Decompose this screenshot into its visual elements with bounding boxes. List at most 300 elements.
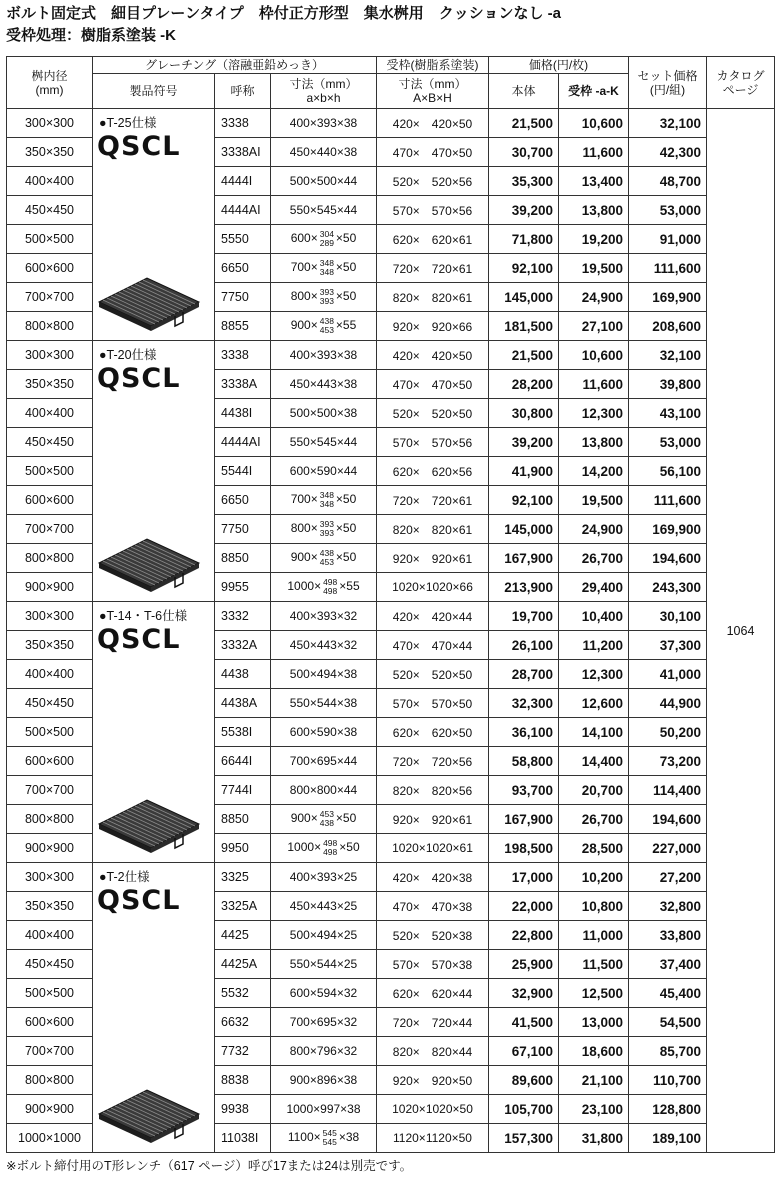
inner-dia-cell: 300×300: [7, 109, 93, 138]
frame-price-cell: 10,600: [559, 109, 629, 138]
set-price-cell: 44,900: [629, 689, 707, 718]
nominal-cell: 4438: [215, 660, 271, 689]
dim-fraction-bottom: 453: [319, 325, 334, 335]
header-frame-group: 受枠(樹脂系塗装): [377, 57, 489, 74]
body-price-cell: 41,500: [489, 1008, 559, 1037]
inner-dia-cell: 400×400: [7, 660, 93, 689]
set-price-cell: 48,700: [629, 167, 707, 196]
grating-dim-cell: [271, 254, 377, 283]
dim-height: ×50: [335, 260, 357, 275]
header-price-group: 価格(円/枚): [489, 57, 629, 74]
page-subtitle: 受枠処理：樹脂系塗装 -K: [6, 27, 176, 44]
set-price-cell: 194,600: [629, 805, 707, 834]
frame-dim-cell: 1020×1020×61: [377, 834, 489, 863]
body-price-cell: 36,100: [489, 718, 559, 747]
frame-dim-cell: 570× 570×38: [377, 950, 489, 979]
grating-dim-cell: 500×494×25: [271, 921, 377, 950]
frame-price-cell: 12,300: [559, 399, 629, 428]
inner-dia-cell: 350×350: [7, 892, 93, 921]
dim-fraction-top: 348: [319, 258, 334, 268]
dim-height: ×55: [335, 318, 357, 333]
dim-width: 900×: [290, 550, 318, 565]
nominal-cell: 5550: [215, 225, 271, 254]
nominal-cell: 8850: [215, 805, 271, 834]
grating-dim-cell: [271, 573, 377, 602]
grating-dim-cell: 550×545×44: [271, 428, 377, 457]
price-table: [6, 56, 775, 1153]
nominal-cell: 8838: [215, 1066, 271, 1095]
dim-fraction: [320, 259, 334, 277]
set-price-cell: 111,600: [629, 486, 707, 515]
grating-dim-cell: 800×796×32: [271, 1037, 377, 1066]
inner-dia-cell: 700×700: [7, 283, 93, 312]
dim-height: ×50: [335, 550, 357, 565]
set-price-cell: 39,800: [629, 370, 707, 399]
product-cell: [93, 863, 215, 1153]
dim-height: ×50: [335, 289, 357, 304]
dim-width: 1000×: [287, 840, 322, 855]
body-price-cell: 39,200: [489, 428, 559, 457]
frame-price-cell: 19,500: [559, 254, 629, 283]
inner-dia-cell: 600×600: [7, 486, 93, 515]
dim-width: 600×: [290, 231, 318, 246]
dim-fraction-bottom: 498: [323, 586, 338, 596]
body-price-cell: 145,000: [489, 515, 559, 544]
frame-price-cell: 10,400: [559, 602, 629, 631]
frame-price-cell: 11,000: [559, 921, 629, 950]
set-price-cell: 54,500: [629, 1008, 707, 1037]
dim-fraction-bottom: 438: [319, 818, 334, 828]
frame-price-cell: 14,200: [559, 457, 629, 486]
dim-fraction-top: 438: [319, 548, 334, 558]
grating-dim-cell: 450×443×32: [271, 631, 377, 660]
product-code: QSCL: [97, 363, 181, 394]
frame-price-cell: 24,900: [559, 515, 629, 544]
nominal-cell: 4444AI: [215, 196, 271, 225]
frame-dim-cell: 820× 820×44: [377, 1037, 489, 1066]
grating-dim-cell: [271, 225, 377, 254]
set-price-cell: 32,100: [629, 341, 707, 370]
frame-price-cell: 18,600: [559, 1037, 629, 1066]
set-price-cell: 32,800: [629, 892, 707, 921]
body-price-cell: 41,900: [489, 457, 559, 486]
frame-dim-cell: 820× 820×56: [377, 776, 489, 805]
dim-fraction: [320, 491, 334, 509]
frame-dim-cell: 570× 570×56: [377, 428, 489, 457]
dim-fraction: [320, 317, 334, 335]
header-product-code: 製品符号: [93, 74, 215, 109]
inner-dia-cell: 450×450: [7, 950, 93, 979]
grating-dim-cell: [271, 312, 377, 341]
nominal-cell: 5532: [215, 979, 271, 1008]
nominal-cell: 3338AI: [215, 138, 271, 167]
frame-dim-cell: 820× 820×61: [377, 283, 489, 312]
header-catalog: カタログ ページ: [707, 57, 775, 109]
inner-dia-cell: 500×500: [7, 457, 93, 486]
header-frame-price: 受枠 -a-K: [559, 74, 629, 109]
frame-dim-cell: 620× 620×50: [377, 718, 489, 747]
frame-price-cell: 26,700: [559, 805, 629, 834]
dim-width: 900×: [290, 811, 318, 826]
grating-dim-cell: [271, 283, 377, 312]
grating-dim-cell: [271, 1124, 377, 1153]
frame-price-cell: 21,100: [559, 1066, 629, 1095]
dim-height: ×50: [335, 492, 357, 507]
product-code: QSCL: [97, 885, 181, 916]
dim-width: 700×: [290, 492, 318, 507]
body-price-cell: 30,700: [489, 138, 559, 167]
dim-fraction: [320, 810, 334, 828]
inner-dia-cell: 1000×1000: [7, 1124, 93, 1153]
inner-dia-cell: 350×350: [7, 138, 93, 167]
table-row: [7, 341, 775, 370]
grating-dim-cell: [271, 515, 377, 544]
set-price-cell: 169,900: [629, 515, 707, 544]
dim-fraction: [320, 230, 334, 248]
frame-price-cell: 13,800: [559, 196, 629, 225]
frame-dim-cell: 720× 720×61: [377, 254, 489, 283]
frame-price-cell: 13,800: [559, 428, 629, 457]
set-price-cell: 111,600: [629, 254, 707, 283]
dim-fraction-bottom: 289: [319, 238, 334, 248]
grating-dim-cell: [271, 805, 377, 834]
dim-fraction-top: 498: [323, 577, 338, 587]
dim-height: ×50: [339, 840, 360, 855]
frame-dim-cell: 420× 420×50: [377, 341, 489, 370]
table-body: [7, 109, 775, 1153]
dim-width: 900×: [290, 318, 318, 333]
grating-dim-cell: 500×494×38: [271, 660, 377, 689]
frame-dim-cell: 1020×1020×50: [377, 1095, 489, 1124]
grating-product-image: [95, 533, 203, 595]
body-price-cell: 21,500: [489, 341, 559, 370]
table-row: [7, 863, 775, 892]
nominal-cell: 4425A: [215, 950, 271, 979]
nominal-cell: 6650: [215, 254, 271, 283]
inner-dia-cell: 400×400: [7, 399, 93, 428]
frame-dim-cell: 470× 470×50: [377, 370, 489, 399]
set-price-cell: 128,800: [629, 1095, 707, 1124]
dim-fraction-bottom: 545: [322, 1137, 337, 1147]
frame-price-cell: 29,400: [559, 573, 629, 602]
set-price-cell: 85,700: [629, 1037, 707, 1066]
dim-height: ×55: [339, 579, 360, 594]
frame-price-cell: 14,100: [559, 718, 629, 747]
grating-dim-cell: 450×443×25: [271, 892, 377, 921]
inner-dia-cell: 450×450: [7, 196, 93, 225]
frame-dim-cell: 420× 420×44: [377, 602, 489, 631]
dim-width: 800×: [290, 289, 318, 304]
grating-product-image: [95, 1084, 203, 1146]
inner-dia-cell: 800×800: [7, 544, 93, 573]
dim-fraction: [323, 839, 337, 857]
set-price-cell: 56,100: [629, 457, 707, 486]
inner-dia-cell: 500×500: [7, 718, 93, 747]
frame-dim-cell: 570× 570×50: [377, 689, 489, 718]
frame-dim-cell: 470× 470×44: [377, 631, 489, 660]
grating-dim-cell: 400×393×32: [271, 602, 377, 631]
grating-dim-cell: 1000×997×38: [271, 1095, 377, 1124]
set-price-cell: 91,000: [629, 225, 707, 254]
inner-dia-cell: 900×900: [7, 573, 93, 602]
body-price-cell: 213,900: [489, 573, 559, 602]
dim-width: 800×: [290, 521, 318, 536]
frame-dim-cell: 520× 520×50: [377, 399, 489, 428]
nominal-cell: 3338A: [215, 370, 271, 399]
frame-price-cell: 12,500: [559, 979, 629, 1008]
frame-price-cell: 26,700: [559, 544, 629, 573]
dim-fraction: [320, 288, 334, 306]
dim-fraction-top: 348: [319, 490, 334, 500]
inner-dia-cell: 400×400: [7, 167, 93, 196]
header-dim-frame: 寸法（mm） A×B×H: [377, 74, 489, 109]
frame-price-cell: 23,100: [559, 1095, 629, 1124]
dim-fraction-top: 393: [319, 287, 334, 297]
inner-dia-cell: 450×450: [7, 689, 93, 718]
grating-dim-cell: 500×500×38: [271, 399, 377, 428]
dim-fraction-bottom: 348: [319, 499, 334, 509]
dim-fraction: [320, 549, 334, 567]
body-price-cell: 32,300: [489, 689, 559, 718]
nominal-cell: 4438A: [215, 689, 271, 718]
grating-dim-cell: [271, 834, 377, 863]
dim-fraction-bottom: 348: [319, 267, 334, 277]
nominal-cell: 6644I: [215, 747, 271, 776]
frame-dim-cell: 520× 520×38: [377, 921, 489, 950]
body-price-cell: 21,500: [489, 109, 559, 138]
dim-fraction: [320, 520, 334, 538]
grating-dim-cell: 900×896×38: [271, 1066, 377, 1095]
grating-dim-cell: 450×440×38: [271, 138, 377, 167]
body-price-cell: 167,900: [489, 805, 559, 834]
grating-dim-cell: [271, 486, 377, 515]
grating-dim-cell: [271, 544, 377, 573]
frame-price-cell: 11,200: [559, 631, 629, 660]
frame-price-cell: 19,200: [559, 225, 629, 254]
body-price-cell: 25,900: [489, 950, 559, 979]
body-price-cell: 35,300: [489, 167, 559, 196]
set-price-cell: 189,100: [629, 1124, 707, 1153]
body-price-cell: 17,000: [489, 863, 559, 892]
set-price-cell: 110,700: [629, 1066, 707, 1095]
body-price-cell: 89,600: [489, 1066, 559, 1095]
dim-fraction-top: 438: [319, 316, 334, 326]
frame-price-cell: 12,600: [559, 689, 629, 718]
dim-height: ×50: [335, 811, 357, 826]
frame-dim-cell: 720× 720×56: [377, 747, 489, 776]
grating-dim-cell: 600×594×32: [271, 979, 377, 1008]
footnote: ※ボルト締付用のT形レンチ（617 ページ）呼び17または24は別売です。: [6, 1159, 413, 1173]
dim-fraction-top: 304: [319, 229, 334, 239]
frame-price-cell: 31,800: [559, 1124, 629, 1153]
frame-dim-cell: 720× 720×61: [377, 486, 489, 515]
set-price-cell: 208,600: [629, 312, 707, 341]
body-price-cell: 198,500: [489, 834, 559, 863]
frame-dim-cell: 1020×1020×66: [377, 573, 489, 602]
dim-fraction-top: 498: [323, 838, 338, 848]
body-price-cell: 145,000: [489, 283, 559, 312]
set-price-cell: 114,400: [629, 776, 707, 805]
set-price-cell: 243,300: [629, 573, 707, 602]
inner-dia-cell: 450×450: [7, 428, 93, 457]
set-price-cell: 43,100: [629, 399, 707, 428]
frame-price-cell: 10,200: [559, 863, 629, 892]
frame-price-cell: 20,700: [559, 776, 629, 805]
header-inner-dia: 桝内径 (mm): [7, 57, 93, 109]
set-price-cell: 227,000: [629, 834, 707, 863]
product-cell: [93, 602, 215, 863]
inner-dia-cell: 400×400: [7, 921, 93, 950]
frame-dim-cell: 720× 720×44: [377, 1008, 489, 1037]
set-price-cell: 37,400: [629, 950, 707, 979]
frame-dim-cell: 620× 620×61: [377, 225, 489, 254]
frame-dim-cell: 620× 620×56: [377, 457, 489, 486]
page-title: ボルト固定式 細目プレーンタイプ 枠付正方形型 集水桝用 クッションなし -a: [6, 5, 561, 22]
product-cell: [93, 109, 215, 341]
frame-dim-cell: 820× 820×61: [377, 515, 489, 544]
body-price-cell: 67,100: [489, 1037, 559, 1066]
grating-dim-cell: 550×545×44: [271, 196, 377, 225]
dim-fraction-bottom: 393: [319, 528, 334, 538]
grating-dim-cell: 400×393×38: [271, 109, 377, 138]
grating-dim-cell: 700×695×32: [271, 1008, 377, 1037]
grating-dim-cell: 550×544×38: [271, 689, 377, 718]
body-price-cell: 28,200: [489, 370, 559, 399]
inner-dia-cell: 900×900: [7, 834, 93, 863]
set-price-cell: 169,900: [629, 283, 707, 312]
dim-fraction: [323, 1129, 337, 1147]
spec-label: ●T-20仕様: [99, 348, 157, 362]
body-price-cell: 22,800: [489, 921, 559, 950]
dim-fraction-top: 453: [319, 809, 334, 819]
nominal-cell: 9938: [215, 1095, 271, 1124]
frame-price-cell: 11,600: [559, 138, 629, 167]
body-price-cell: 92,100: [489, 254, 559, 283]
nominal-cell: 3338: [215, 109, 271, 138]
frame-price-cell: 28,500: [559, 834, 629, 863]
grating-dim-cell: 700×695×44: [271, 747, 377, 776]
grating-product-image: [95, 794, 203, 856]
grating-dim-cell: 800×800×44: [271, 776, 377, 805]
nominal-cell: 3325A: [215, 892, 271, 921]
dim-fraction: [323, 578, 337, 596]
inner-dia-cell: 500×500: [7, 225, 93, 254]
body-price-cell: 32,900: [489, 979, 559, 1008]
nominal-cell: 3332: [215, 602, 271, 631]
header-dim-grating: 寸法（mm） a×b×h: [271, 74, 377, 109]
body-price-cell: 26,100: [489, 631, 559, 660]
body-price-cell: 92,100: [489, 486, 559, 515]
frame-price-cell: 14,400: [559, 747, 629, 776]
nominal-cell: 7750: [215, 515, 271, 544]
body-price-cell: 167,900: [489, 544, 559, 573]
dim-width: 1100×: [287, 1130, 321, 1145]
nominal-cell: 3338: [215, 341, 271, 370]
inner-dia-cell: 800×800: [7, 805, 93, 834]
frame-dim-cell: 620× 620×44: [377, 979, 489, 1008]
frame-price-cell: 11,500: [559, 950, 629, 979]
nominal-cell: 4438I: [215, 399, 271, 428]
set-price-cell: 73,200: [629, 747, 707, 776]
inner-dia-cell: 600×600: [7, 1008, 93, 1037]
grating-dim-cell: 600×590×44: [271, 457, 377, 486]
inner-dia-cell: 900×900: [7, 1095, 93, 1124]
body-price-cell: 93,700: [489, 776, 559, 805]
body-price-cell: 30,800: [489, 399, 559, 428]
product-cell: [93, 341, 215, 602]
set-price-cell: 27,200: [629, 863, 707, 892]
nominal-cell: 3332A: [215, 631, 271, 660]
header-body-price: 本体: [489, 74, 559, 109]
body-price-cell: 181,500: [489, 312, 559, 341]
frame-price-cell: 12,300: [559, 660, 629, 689]
inner-dia-cell: 700×700: [7, 1037, 93, 1066]
nominal-cell: 4444I: [215, 167, 271, 196]
set-price-cell: 30,100: [629, 602, 707, 631]
frame-dim-cell: 570× 570×56: [377, 196, 489, 225]
set-price-cell: 42,300: [629, 138, 707, 167]
frame-dim-cell: 520× 520×56: [377, 167, 489, 196]
grating-dim-cell: 450×443×38: [271, 370, 377, 399]
frame-dim-cell: 470× 470×50: [377, 138, 489, 167]
dim-height: ×50: [335, 521, 357, 536]
table-row: [7, 602, 775, 631]
frame-price-cell: 10,600: [559, 341, 629, 370]
body-price-cell: 105,700: [489, 1095, 559, 1124]
frame-price-cell: 27,100: [559, 312, 629, 341]
inner-dia-cell: 800×800: [7, 312, 93, 341]
frame-dim-cell: 420× 420×50: [377, 109, 489, 138]
nominal-cell: 7744I: [215, 776, 271, 805]
grating-dim-cell: 400×393×25: [271, 863, 377, 892]
grating-product-image: [95, 272, 203, 334]
inner-dia-cell: 700×700: [7, 515, 93, 544]
spec-label: ●T-2仕様: [99, 870, 150, 884]
nominal-cell: 6650: [215, 486, 271, 515]
header-nominal: 呼称: [215, 74, 271, 109]
frame-price-cell: 19,500: [559, 486, 629, 515]
dim-fraction-bottom: 393: [319, 296, 334, 306]
grating-dim-cell: 600×590×38: [271, 718, 377, 747]
dim-height: ×38: [338, 1130, 360, 1145]
dim-width: 700×: [290, 260, 318, 275]
set-price-cell: 33,800: [629, 921, 707, 950]
grating-dim-cell: 400×393×38: [271, 341, 377, 370]
catalog-page-cell: 1064: [707, 109, 775, 1153]
set-price-cell: 41,000: [629, 660, 707, 689]
dim-fraction-top: 393: [319, 519, 334, 529]
set-price-cell: 194,600: [629, 544, 707, 573]
inner-dia-cell: 800×800: [7, 1066, 93, 1095]
frame-dim-cell: 470× 470×38: [377, 892, 489, 921]
nominal-cell: 9955: [215, 573, 271, 602]
set-price-cell: 53,000: [629, 428, 707, 457]
dim-fraction-bottom: 498: [323, 847, 338, 857]
frame-dim-cell: 920× 920×61: [377, 805, 489, 834]
frame-dim-cell: 920× 920×50: [377, 1066, 489, 1095]
inner-dia-cell: 300×300: [7, 341, 93, 370]
nominal-cell: 4444AI: [215, 428, 271, 457]
frame-price-cell: 13,400: [559, 167, 629, 196]
inner-dia-cell: 350×350: [7, 370, 93, 399]
frame-price-cell: 10,800: [559, 892, 629, 921]
dim-height: ×50: [335, 231, 357, 246]
body-price-cell: 71,800: [489, 225, 559, 254]
header-grating-group: グレーチング（溶融亜鉛めっき）: [93, 57, 377, 74]
nominal-cell: 8855: [215, 312, 271, 341]
frame-price-cell: 13,000: [559, 1008, 629, 1037]
inner-dia-cell: 600×600: [7, 747, 93, 776]
